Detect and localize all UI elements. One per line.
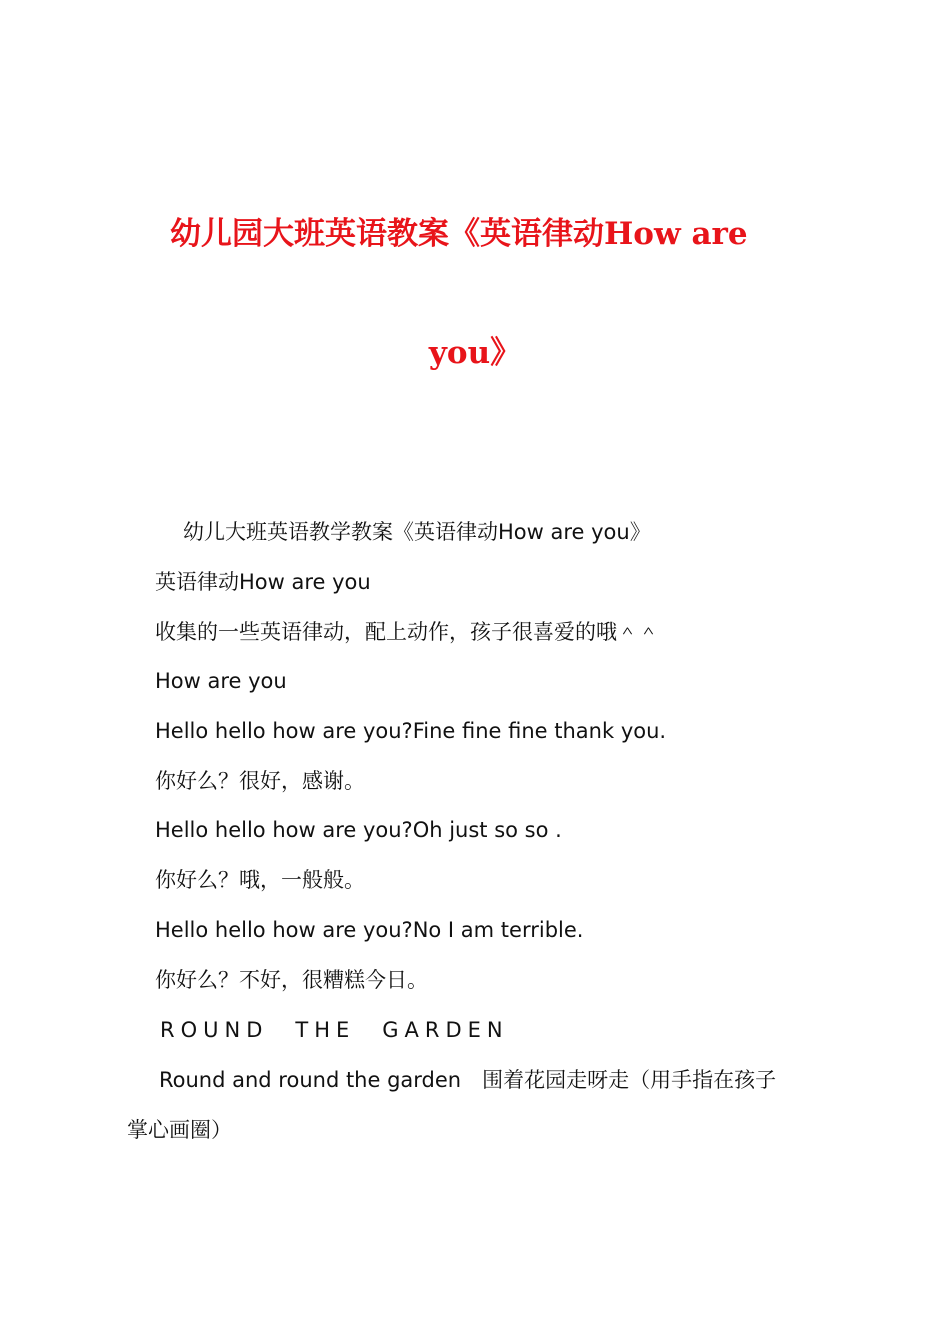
body-line-6: 你好么？很好，感谢。 <box>155 769 365 793</box>
body-line-2: 英语律动How are you <box>155 570 371 594</box>
body-line-3: 收集的一些英语律动，配上动作，孩子很喜爱的哦＾＾ <box>155 620 659 644</box>
body-line-9: Hello hello how are you?No I am terrible. <box>155 918 584 942</box>
body-line-11-heading: ROUND THE GARDEN <box>160 1018 509 1042</box>
body-line-13: 掌心画圈） <box>127 1118 232 1142</box>
body-line-12: Round and round the garden 围着花园走呀走（用手指在孩子 <box>159 1068 777 1092</box>
document-title-line-2: you》 <box>428 335 522 371</box>
document-title-line-1: 幼儿园大班英语教案《英语律动How are <box>170 216 748 252</box>
body-line-5: Hello hello how are you?Fine fine fine thank you. <box>155 719 667 743</box>
body-line-1: 幼儿大班英语教学教案《英语律动How are you》 <box>183 520 651 544</box>
body-line-4: How are you <box>155 669 287 693</box>
body-line-7: Hello hello how are you?Oh just so so . <box>155 818 562 842</box>
body-line-10: 你好么？不好，很糟糕今日。 <box>155 968 428 992</box>
body-line-8: 你好么？哦，一般般。 <box>155 868 365 892</box>
